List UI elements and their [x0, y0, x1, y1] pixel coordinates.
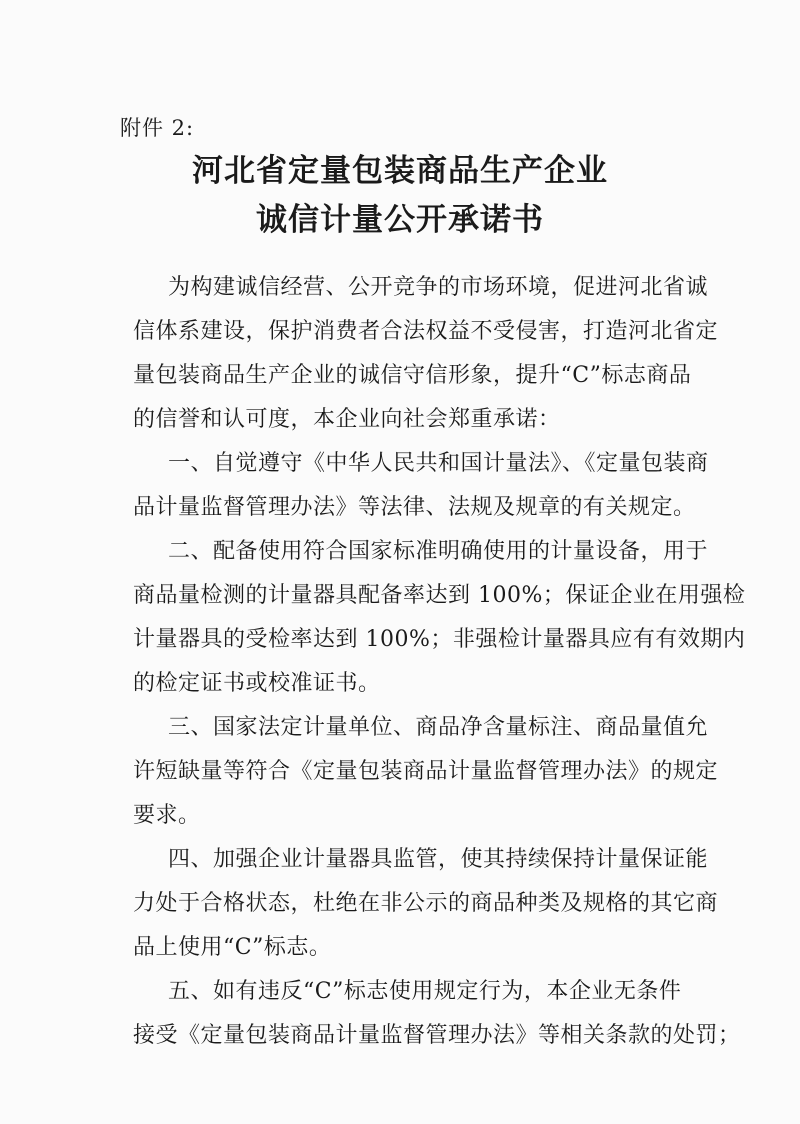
paragraph-line: 量包装商品生产企业的诚信守信形象，提升“C”标志商品: [133, 363, 692, 388]
paragraph-line: 三、国家法定计量单位、商品净含量标注、商品量值允: [168, 715, 709, 740]
paragraph-line: 的检定证书或校准证书。: [133, 671, 381, 696]
paragraph-line: 一、自觉遵守《中华人民共和国计量法》、《定量包装商: [168, 451, 709, 476]
paragraph-line: 品计量监督管理办法》等法律、法规及规章的有关规定。: [133, 495, 696, 520]
document-title-line-1: 河北省定量包装商品生产企业: [192, 153, 608, 189]
paragraph-line: 二、配备使用符合国家标准明确使用的计量设备，用于: [168, 539, 709, 564]
paragraph-line: 品上使用“C”标志。: [133, 935, 332, 960]
paragraph-line: 计量器具的受检率达到 100%；非强检计量器具应有有效期内: [133, 627, 746, 652]
attachment-label: 附件 2:: [120, 116, 195, 140]
paragraph-line: 五、如有违反“C”标志使用规定行为，本企业无条件: [168, 979, 682, 1004]
document-title-line-2: 诚信计量公开承诺书: [256, 202, 544, 238]
paragraph-line: 要求。: [133, 803, 201, 828]
paragraph-line: 为构建诚信经营、公开竞争的市场环境，促进河北省诚: [168, 275, 709, 300]
paragraph-line: 商品量检测的计量器具配备率达到 100%；保证企业在用强检: [133, 583, 746, 608]
paragraph-line: 四、加强企业计量器具监管，使其持续保持计量保证能: [168, 847, 709, 872]
paragraph-line: 力处于合格状态，杜绝在非公示的商品种类及规格的其它商: [133, 891, 719, 916]
paragraph-line: 接受《定量包装商品计量监督管理办法》等相关条款的处罚；: [133, 1023, 741, 1048]
paragraph-line: 许短缺量等符合《定量包装商品计量监督管理办法》的规定: [133, 759, 719, 784]
paragraph-line: 的信誉和认可度，本企业向社会郑重承诺：: [133, 407, 561, 432]
paragraph-line: 信体系建设，保护消费者合法权益不受侵害，打造河北省定: [133, 319, 719, 344]
